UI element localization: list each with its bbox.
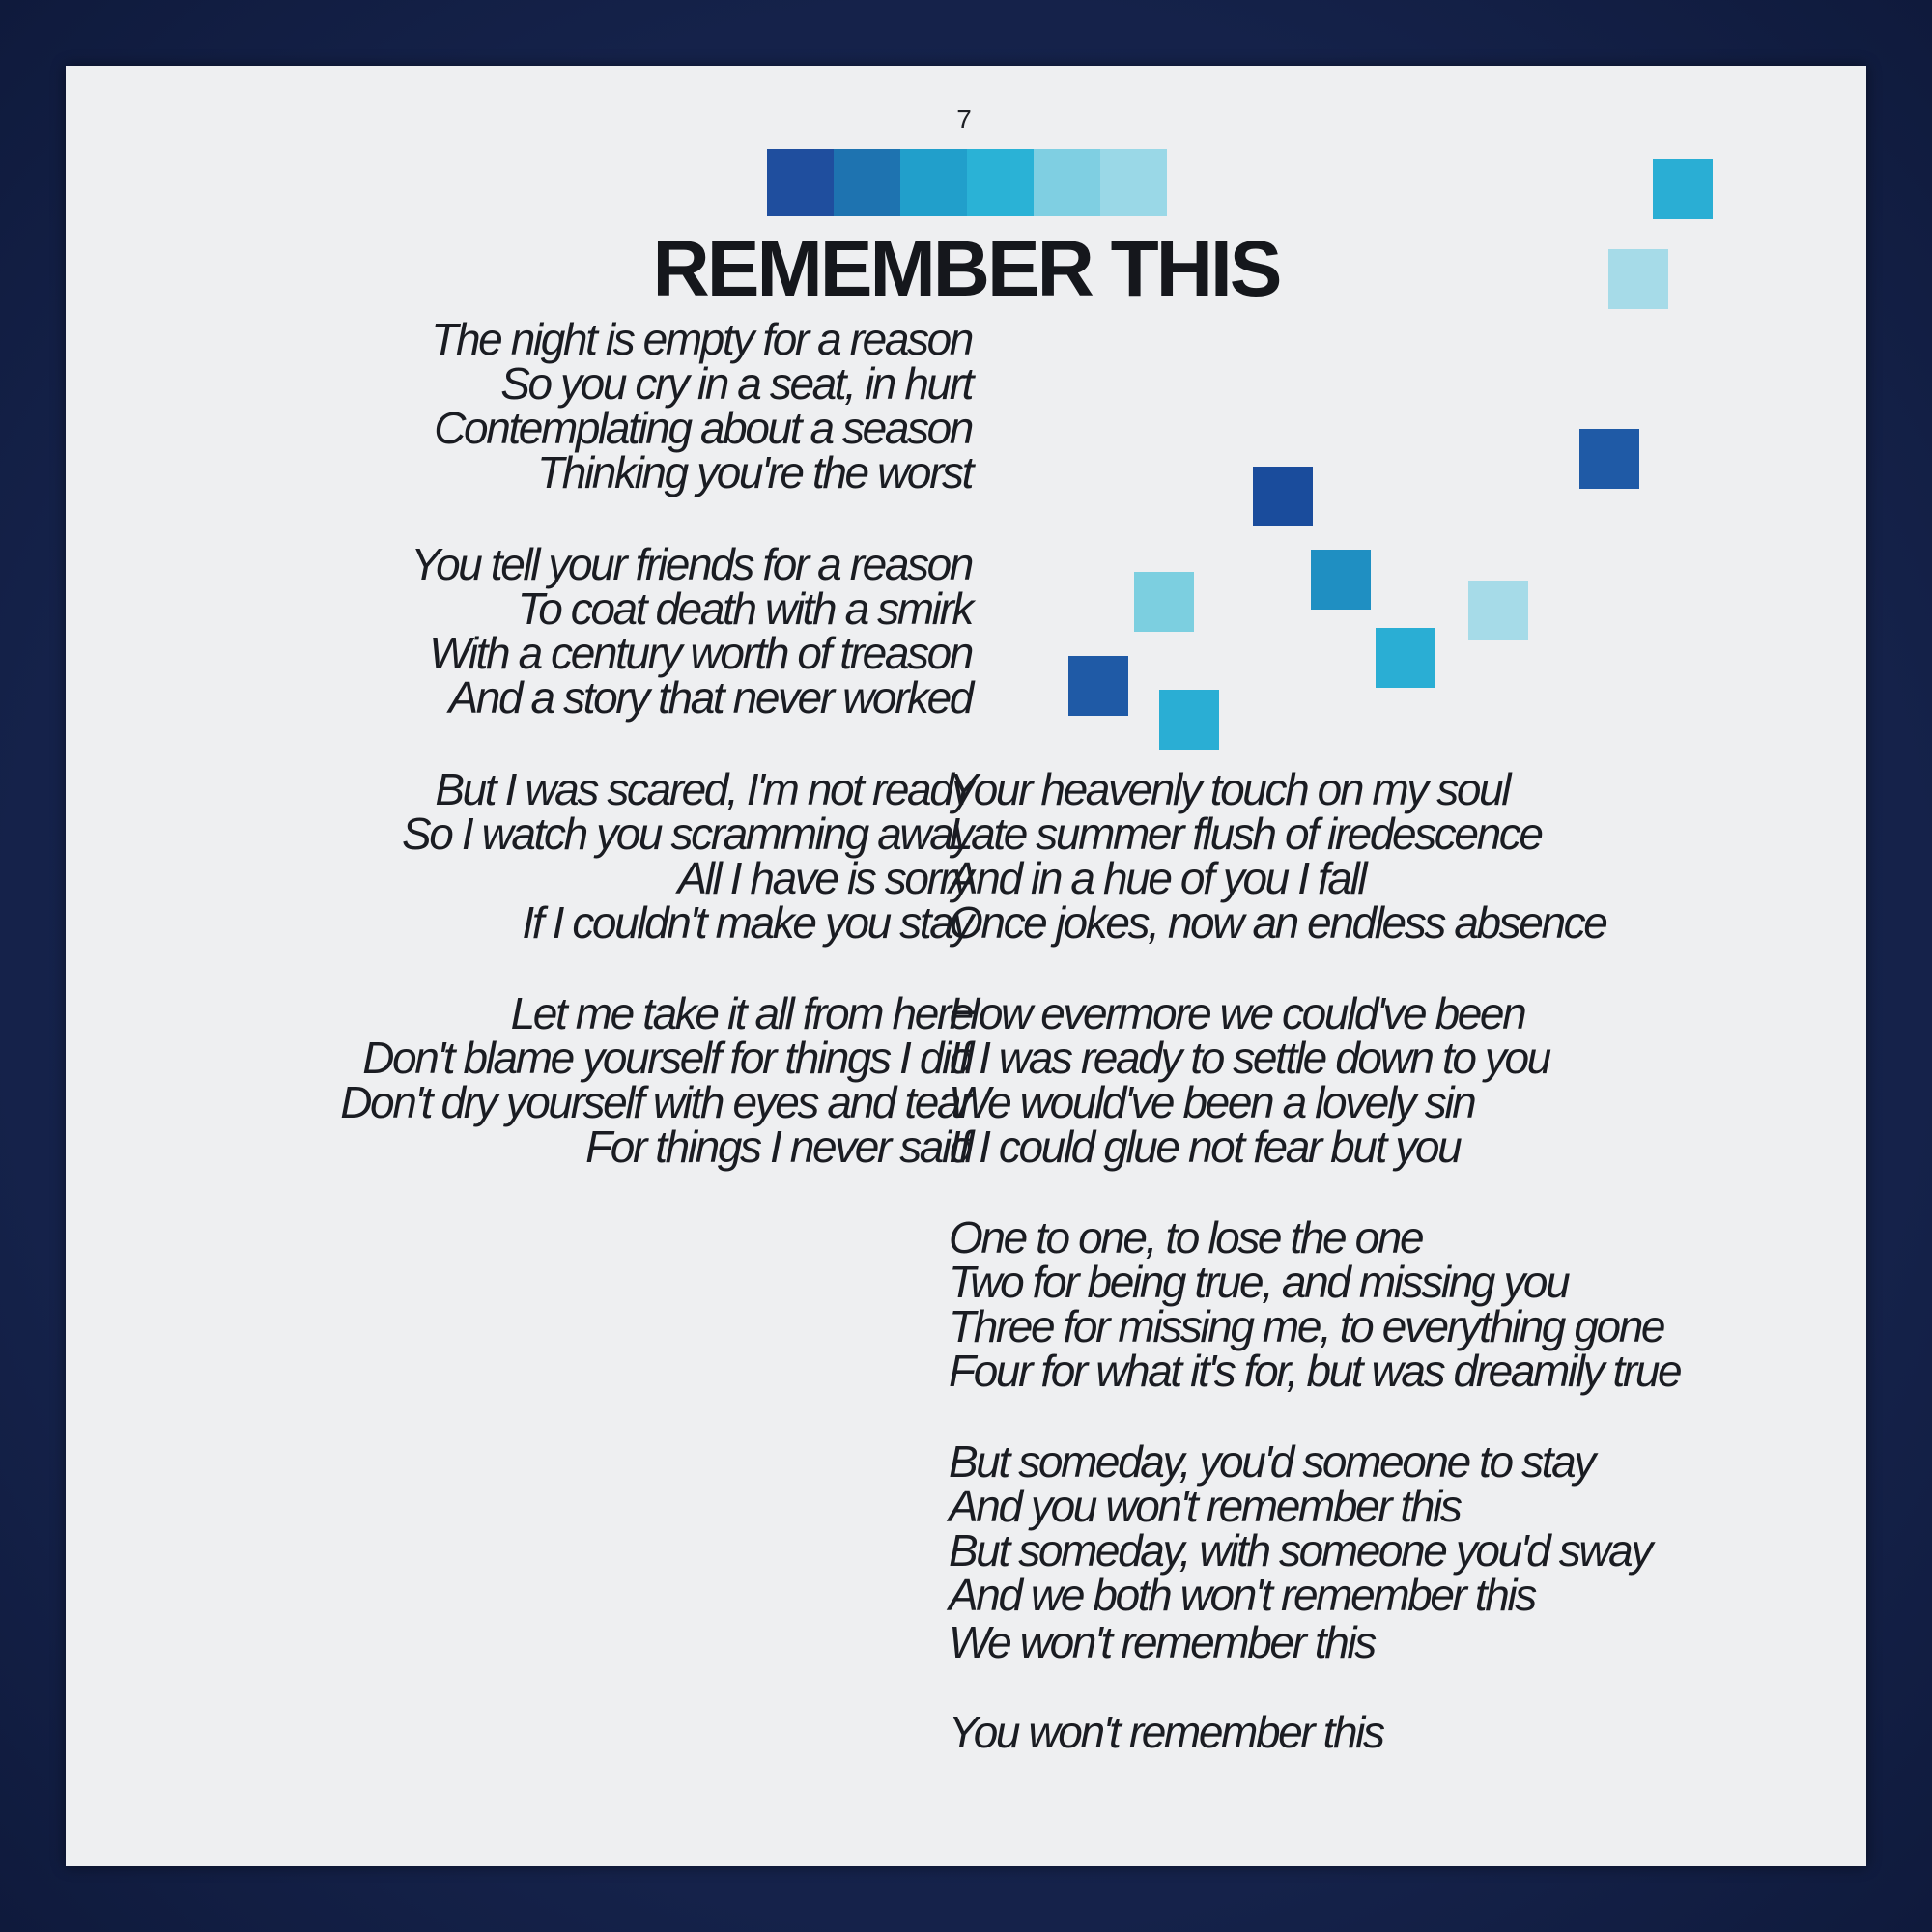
decorative-square <box>1468 581 1528 640</box>
right-stanza-1 <box>949 764 1606 948</box>
lyric-line: Two for being true, and missing you <box>949 1257 1569 1307</box>
lyric-line: The night is empty for a reason <box>431 314 972 364</box>
left-stanza-3 <box>402 764 972 948</box>
lyric-line: But someday, with someone you'd sway <box>949 1525 1651 1576</box>
lyric-line: Don't dry yourself with eyes and tear <box>340 1077 972 1127</box>
page-number: 7 <box>956 104 972 134</box>
lyric-line: And you won't remember this <box>949 1481 1461 1531</box>
color-swatch-strip <box>767 149 1167 216</box>
lyric-line: Let me take it all from here <box>510 988 972 1038</box>
decorative-square <box>1311 550 1371 610</box>
decorative-square <box>1253 467 1313 526</box>
lyric-line: But someday, you'd someone to stay <box>949 1436 1594 1487</box>
lyric-line: Three for missing me, to everything gone <box>949 1301 1664 1351</box>
lyric-line: You won't remember this <box>949 1707 1383 1757</box>
left-stanza-4 <box>340 988 972 1172</box>
decorative-square <box>1134 572 1194 632</box>
right-stanza-2 <box>949 988 1549 1172</box>
swatch-1 <box>767 149 834 216</box>
lyric-line: All I have is sorry <box>677 853 972 903</box>
lyric-line: For things I never said <box>585 1122 972 1172</box>
lyric-line: But I was scared, I'm not ready <box>435 764 972 814</box>
decorative-square <box>1608 249 1668 309</box>
lyric-line: Late summer flush of iredescence <box>949 809 1542 859</box>
lyric-line: If I was ready to settle down to you <box>949 1033 1549 1083</box>
lyric-line: Thinking you're the worst <box>537 447 972 497</box>
lyric-line: So you cry in a seat, in hurt <box>500 358 972 409</box>
lyric-line: Once jokes, now an endless absence <box>949 897 1606 948</box>
lyric-line: Contemplating about a season <box>434 403 972 453</box>
lyric-line: If I could glue not fear but you <box>949 1122 1461 1172</box>
decorative-square <box>1159 690 1219 750</box>
swatch-6 <box>1100 149 1167 216</box>
swatch-2 <box>834 149 900 216</box>
lyrics-page <box>66 66 1866 1866</box>
swatch-4 <box>967 149 1034 216</box>
left-stanza-2 <box>411 539 972 723</box>
lyric-line: And a story that never worked <box>448 672 972 723</box>
lyric-line: With a century worth of treason <box>429 628 972 678</box>
lyric-line: You tell your friends for a reason <box>411 539 972 589</box>
right-stanza-4 <box>949 1436 1651 1620</box>
lyric-line: We won't remember this <box>949 1617 1375 1667</box>
decorative-square <box>1068 656 1128 716</box>
right-stanza-3 <box>949 1212 1681 1396</box>
lyric-line: Don't blame yourself for things I did <box>362 1033 972 1083</box>
decorative-square <box>1653 159 1713 219</box>
lyric-line: To coat death with a smirk <box>517 583 972 634</box>
decorative-square <box>1579 429 1639 489</box>
decorative-square <box>1376 628 1435 688</box>
lyric-line: So I watch you scramming away <box>402 809 972 859</box>
left-stanza-1 <box>431 314 972 497</box>
swatch-3 <box>900 149 967 216</box>
lyric-line: One to one, to lose the one <box>949 1212 1423 1263</box>
lyric-line: Your heavenly touch on my soul <box>949 764 1510 814</box>
lyric-line: And we both won't remember this <box>949 1570 1535 1620</box>
song-title: REMEMBER THIS <box>652 225 1280 313</box>
lyric-line: How evermore we could've been <box>949 988 1525 1038</box>
right-stanza-5 <box>949 1617 1375 1667</box>
lyric-line: We would've been a lovely sin <box>949 1077 1475 1127</box>
right-stanza-6 <box>949 1707 1383 1757</box>
swatch-5 <box>1034 149 1100 216</box>
lyric-line: And in a hue of you I fall <box>949 853 1366 903</box>
lyric-line: If I couldn't make you stay <box>522 897 972 948</box>
lyric-line: Four for what it's for, but was dreamily true <box>949 1346 1681 1396</box>
